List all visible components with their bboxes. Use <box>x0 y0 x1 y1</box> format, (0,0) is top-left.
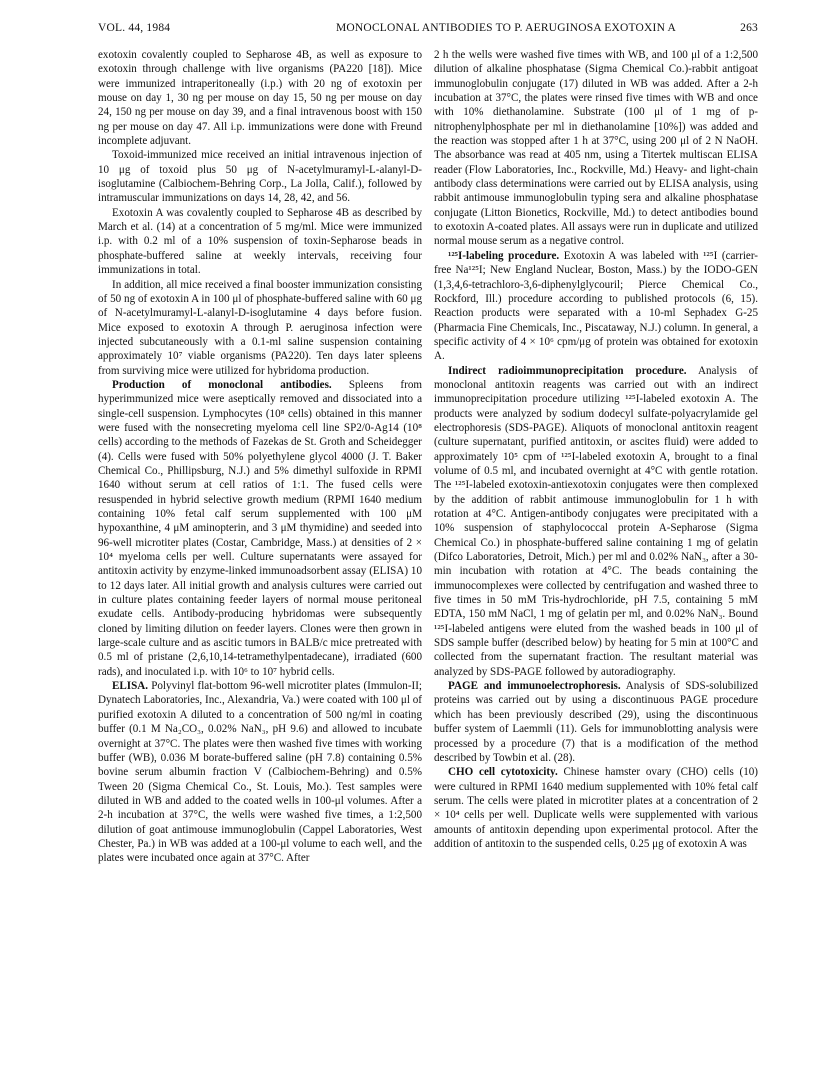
section-heading: CHO cell cytotoxicity. <box>448 766 558 779</box>
paragraph-text: Exotoxin A was labeled with ¹²⁵I (carrier-free Na¹²⁵I; New England Nuclear, Boston, Mass.) by the IODO-GEN (1,3,4,6-tetrachloro-3,6-diphenylglycouril; Pierce Chemical Co., Rockford, Ill.) procedure according to published protocols (6, 15). Reaction products were separated with a 10-ml Sephadex G-25 (Pharmacia Fine Chemicals, Inc., Piscataway, N.J.) column. In general, a specific activity of 4 × 10⁶ cpm/μg of protein was obtained for exotoxin A. <box>434 249 758 363</box>
section-heading: ¹²⁵I-labeling procedure. <box>448 249 560 262</box>
left-column <box>98 48 422 866</box>
section-heading: ELISA. <box>112 680 149 693</box>
section-paragraph <box>98 679 422 865</box>
section-paragraph <box>98 378 422 679</box>
section-heading: PAGE and immunoelectrophoresis. <box>448 680 621 693</box>
paragraph: 2 h the wells were washed five times with WB, and 100 μl of a 1:2,500 dilution of alkaline phosphatase (Sigma Chemical Co.)-rabbit antigoat immunoglobulin conjugate (17) diluted in WB was added. After a 2-h incubation at 37°C, the plates were rinsed five times with WB and once with 10% diethanolamine. Substrate (100 μl of 1 mg of p-nitrophenylphosphate per ml in diethanolamine [10%]) was added and the reaction was stopped after 1 h at 37°C, using 200 μl of 2 N NaOH. The absorbance was read at 405 nm, using a Titertek multiscan ELISA reader (Flow Laboratories, Inc., Rockville, Md.) Heavy- and light-chain antibody class determinations were carried out by ELISA analysis, using rabbit antimouse immunoglobulin typing sera and alkaline phosphatase conjugate (Litton Bionetics, Rockville, Md.) to detect antibodies bound to exotoxin A-coated plates. All assays were run in duplicate and utilized normal mouse serum as a negative control. <box>434 49 758 248</box>
paragraph-text: Analysis of monoclonal antitoxin reagents was carried out with an indirect immunoprecipitation procedure utilizing ¹²⁵I-labeled exotoxin A. The products were analyzed by sodium dodecyl sulfate-polyacrylamide gel electrophoresis (SDS-PAGE). Aliquots of monoclonal antitoxin reagent (culture supernatant, purified antitoxin, or ascites fluid) were added to approximately 10⁵ cpm of ¹²⁵I-labeled exotoxin A, brought to a final volume of 0.5 ml, and incubated overnight at 4°C with gentle rotation. The ¹²⁵I-labeled exotoxin-antiexotoxin conjugates were then complexed by the addition of rabbit antimouse immunoglobulin for 1 h with rotation at 4°C. Antigen-antibody conjugates were precipitated with a 10% suspension of staphylococcal protein A-Sepharose (Sigma Chemical Co.) in phosphate-buffered saline containing 1 mg of gelatin (Difco Laboratories, Detroit, Mich.) per ml and 0.02% NaN₃, after a 30-min incubation with rotation at 4°C. The beads containing the immunocomplexes were collected by centrifugation and washed three to five times in 50 mM Tris-hydrochloride, pH 7.5, containing 5 mM EDTA, 150 mM NaCl, 1 mg of gelatin per ml, and 0.02% NaN₃. Bound ¹²⁵I-labeled antigens were eluted from the washed beads in 100 μl of SDS sample buffer (described below) by heating for 5 min at 100°C and collected from the supernatant fraction. The resultant material was analyzed by SDS-PAGE followed by autoradiography. <box>434 364 758 678</box>
running-title: MONOCLONAL ANTIBODIES TO P. AERUGINOSA EXOTOXIN A <box>336 22 677 34</box>
page-number: 263 <box>740 22 758 34</box>
paragraph-text: Polyvinyl flat-bottom 96-well microtiter plates (Immulon-II; Dynatech Laboratories, Inc., Alexandria, Va.) were coated with 100 μl of purified exotoxin A diluted to a concentration of 500 ng/ml in coating buffer (0.1 M Na₂CO₃, 0.02% NaN₃, pH 9.6) and allowed to incubate overnight at 37°C. The plates were then washed five times with working buffer (WB), 0.036 M borate-buffered saline (pH 7.8) containing 0.5% bovine serum albumin fraction V (Calbiochem-Behring) and 0.5% Tween 20 (Sigma Chemical Co., St. Louis, Mo.). Test samples were diluted in WB and added to the coated wells in 100-μl volumes. After a 2-h incubation at 37°C, the wells were washed five times, a 1:2,500 dilution of goat antimouse immunoglobulin (Cappel Laboratories, West Chester, Pa.) in WB was added at a 100-μl volume to each well, and the plates were incubated once again at 37°C. After <box>98 680 422 865</box>
paragraph-text: Chinese hamster ovary (CHO) cells (10) were cultured in RPMI 1640 medium supplemented with 10% fetal calf serum. The cells were plated in microtiter plates at a concentration of 2 × 10⁴ cells per well. Duplicate wells were supplemented with various amounts of antitoxin depending upon experimental protocol. After the addition of antitoxin to the suspended cells, 0.25 μg of exotoxin A was <box>434 766 758 850</box>
paragraph: exotoxin covalently coupled to Sepharose 4B, as well as exposure to exotoxin through challenge with live organisms (PA220 [18]). Mice were immunized intraperitoneally (i.p.) with 20 ng of exotoxin per mouse on day 1, 30 ng per mouse on day 15, 50 ng per mouse on day 24, 150 ng per mouse on day 39, and a final intravenous boost with 150 ng per mouse on day 47. All i.p. immunizations were done with Freund incomplete adjuvant. <box>98 49 422 148</box>
journal-volume: VOL. 44, 1984 <box>98 22 171 34</box>
right-column <box>434 48 758 851</box>
section-heading: Indirect radioimmunoprecipitation procedure. <box>448 364 687 377</box>
section-paragraph <box>434 679 758 765</box>
paragraph: In addition, all mice received a final booster immunization consisting of 50 ng of exotoxin A in 100 μl of phosphate-buffered saline with 60 μg of N-acetylmuramyl-L-alanyl-D-isoglutamine 4 days before fusion. Mice exposed to exotoxin A through P. aeruginosa infection were injected subcutaneously with a 0.1-ml saline suspension containing approximately 10⁷ viable organisms (PA220). Ten days later spleens from surviving mice were utilized for hybridoma production. <box>98 278 422 377</box>
section-heading: Production of monoclonal antibodies. <box>112 378 332 391</box>
paragraph: Toxoid-immunized mice received an initial intravenous injection of 10 μg of toxoid plus 50 μg of N-acetylmuramyl-L-alanyl-D-isoglutamine (Calbiochem-Behring Corp., La Jolla, Calif.), followed by intramuscular immunizations on days 14, 28, 42, and 56. <box>98 149 422 205</box>
paragraph-text: Analysis of SDS-solubilized proteins was carried out by using a discontinuous PAGE procedure which has been previously described (29), using the discontinuous buffer system of Laemmli (11). Gels for immunoblotting analysis were processed by a procedure (7) that is a modification of the method described by Towbin et al. (28). <box>434 680 758 764</box>
paragraph-text: Spleens from hyperimmunized mice were aseptically removed and dissociated into a single-cell suspension. Lymphocytes (10⁸ cells) obtained in this manner were fused with the nonsecreting myeloma cell line SP2/0-Ag14 (10⁸ cells) according to the methods of Fazekas de St. Groth and Scheidegger (4). Cells were fused with 50% polyethylene glycol 4000 (J. T. Baker Chemical Co., Phillipsburg, N.J.) and 5% dimethyl sulfoxide in RPMI 1640 without serum at cell ratios of 1:1. The fused cells were resuspended in hybrid selective growth medium (RPMI 1640 medium containing 10% fetal calf serum supplemented with 100 μM hypoxanthine, 4 μM aminopterin, and 3 μM thymidine) and seeded into 96-well microtiter plates (Costar, Cambridge, Mass.) at densities of 2 × 10⁴ myeloma cells per well. Culture supernatants were assayed for antitoxin activity by enzyme-linked immunoadsorbent assay (ELISA) 10 to 12 days later. All initial growth and analysis cultures were carried out in culture plates containing feeder layers of normal mouse peritoneal exudate cells. Antibody-producing hybridomas were subsequently cloned by limiting dilution on feeder layers. Clones were then grown in large-scale culture and as ascitic tumors in BALB/c mice pretreated with 0.5 ml of pristane (2,6,10,14-tetramethylpentadecane), irradiated (600 rads), and inoculated i.p. with 10⁶ to 10⁷ hybrid cells. <box>98 378 422 678</box>
paragraph: Exotoxin A was covalently coupled to Sepharose 4B as described by March et al. (14) at a concentration of 5 mg/ml. Mice were immunized i.p. with 0.2 ml of a 10% suspension of toxin-Sepharose beads in phosphate-buffered saline at weekly intervals, receiving four immunizations in total. <box>98 206 422 277</box>
section-paragraph <box>434 364 758 680</box>
section-paragraph <box>434 765 758 851</box>
section-paragraph <box>434 249 758 364</box>
